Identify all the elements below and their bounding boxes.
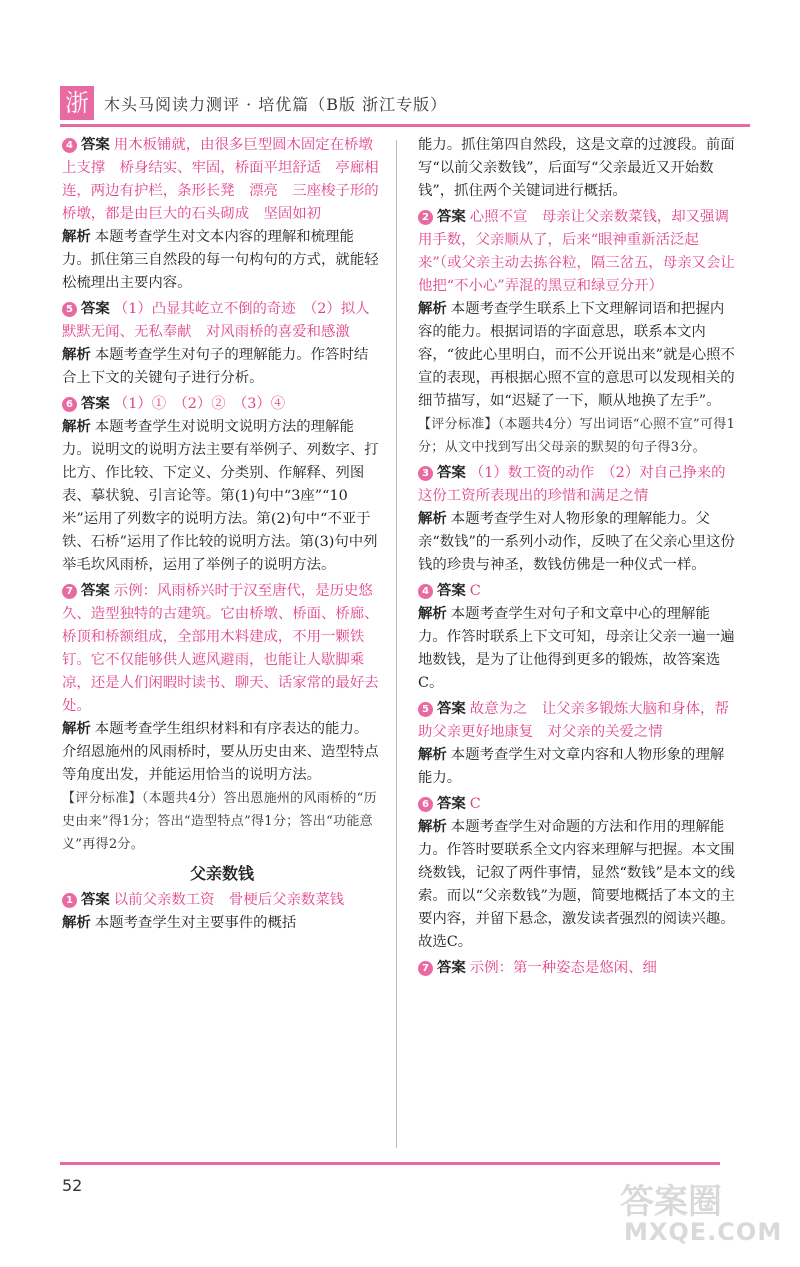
- answer-item: [62, 889, 382, 935]
- answer-line: [62, 393, 382, 416]
- analysis-line: [62, 912, 382, 935]
- analysis-line: [418, 603, 738, 695]
- section-title: 父亲数钱: [189, 864, 254, 883]
- analysis-tag: 解析: [418, 511, 447, 527]
- analysis-tag: 解析: [62, 721, 91, 737]
- analysis-tag: 解析: [62, 229, 91, 245]
- analysis-tag: 解析: [418, 747, 447, 763]
- answer-item: [62, 134, 382, 295]
- answer-item: [418, 957, 738, 980]
- answer-text: C: [469, 583, 481, 599]
- analysis-line: [62, 344, 382, 390]
- book-title: 木头马阅读力测评 · 培优篇（B版 浙江专版）: [104, 95, 448, 114]
- analysis-line: [418, 744, 738, 790]
- analysis-text: 本题考查学生对句子和文章中心的理解能力。作答时联系上下文可知，母亲让父亲一遍一遍地数钱，是为了让他得到更多的锻炼，故答案选C。: [418, 606, 735, 691]
- page-header: [60, 82, 750, 126]
- column-divider: [396, 140, 397, 1148]
- answer-line: [62, 298, 382, 344]
- answer-tag: 答案: [81, 301, 110, 317]
- header-rule: [60, 124, 750, 127]
- question-number: 6: [62, 397, 77, 412]
- answer-text: （1）凸显其屹立不倒的奇迹 （2）拟人 默默无闻、无私奉献 对风雨桥的喜爱和感激: [62, 301, 384, 340]
- answer-item: [62, 393, 382, 577]
- analysis-line: [418, 298, 738, 413]
- answer-line: [62, 134, 382, 226]
- answer-tag: 答案: [437, 209, 466, 225]
- answer-tag: 答案: [81, 892, 110, 908]
- question-number: 5: [418, 702, 433, 717]
- analysis-line: [62, 718, 382, 787]
- question-number: 4: [418, 584, 433, 599]
- answer-line: [418, 462, 738, 508]
- analysis-text: 本题考查学生对文本内容的理解和梳理能力。抓住第三自然段的每一句构句的方式，就能轻松梳理出主要内容。: [62, 229, 379, 291]
- analysis-line: [62, 416, 382, 577]
- question-number: 6: [418, 797, 433, 812]
- footer-rule: [60, 1162, 720, 1165]
- left-after-answer-list: [62, 889, 382, 935]
- analysis-text: 本题考查学生对命题的方法和作用的理解能力。作答时要联系全文内容来理解与把握。本文围绕数钱，记叙了两件事情，显然“数钱”是本文的线索。而以“父亲数钱”为题，简要地概括了本文的主要内容，并留下悬念，激发读者强烈的阅读兴趣。故选C。: [418, 819, 735, 950]
- answer-text: 示例：第一种姿态是悠闲、细: [469, 960, 657, 976]
- answer-text: （1）① （2）② （3）④: [113, 396, 286, 412]
- question-number: 5: [62, 302, 77, 317]
- answer-tag: 答案: [81, 137, 110, 153]
- analysis-text: 本题考查学生联系上下文理解词语和把握内容的能力。根据词语的字面意思，联系本文内容，“彼此心里明白，而不公开说出来”就是心照不宣的表现，再根据心照不宣的意思可以发现相关的细节描写，如“迟疑了一下，顺从地换了左手”。: [418, 301, 735, 409]
- left-column: [62, 134, 382, 938]
- scoring-note: 【评分标准】（本题共4分）答出恩施州的风雨桥的“历史由来”得1分；答出“造型特点”得1分；答出“功能意义”再得2分。: [62, 791, 377, 852]
- answer-line: [62, 580, 382, 718]
- question-number: 2: [418, 210, 433, 225]
- watermark-text: 答案圈: [620, 1182, 722, 1222]
- analysis-tag: 解析: [62, 915, 91, 931]
- analysis-tag: 解析: [418, 819, 447, 835]
- answer-tag: 答案: [437, 796, 466, 812]
- answer-tag: 答案: [437, 583, 466, 599]
- left-answer-list: [62, 134, 382, 856]
- analysis-line: [418, 816, 738, 954]
- answer-item: [418, 698, 738, 790]
- answer-line: [418, 580, 738, 603]
- answer-text: 心照不宣 母亲让父亲数菜钱，却又强调用手数，父亲顺从了，后来“眼神重新活泛起来”（或父亲主动去拣谷粒，隔三岔五，母亲又会让他把“不小心”弄混的黑豆和绿豆分开）: [418, 209, 735, 294]
- continued-analysis: 能力。抓住第四自然段，这是文章的过渡段。前面写“以前父亲数钱”，后面写“父亲最近又开始数钱”，抓住两个关键词进行概括。: [418, 137, 735, 199]
- answer-text: 示例：风雨桥兴时于汉至唐代，是历史悠久、造型独特的古建筑。它由桥墩、桥面、桥廊、桥顶和桥额组成，全部用木料建成，不用一颗铁钉。它不仅能够供人遮风避雨，也能让人歇脚乘凉，还是人们闲暇时读书、聊天、话家常的最好去处。: [62, 583, 379, 714]
- answer-item: [418, 580, 738, 695]
- question-number: 7: [62, 584, 77, 599]
- question-number: 3: [418, 466, 433, 481]
- analysis-line: [62, 226, 382, 295]
- series-logo: 浙: [60, 86, 94, 120]
- watermark-domain: MXQE.COM: [624, 1218, 783, 1246]
- analysis-tag: 解析: [62, 347, 91, 363]
- answer-text: 故意为之 让父亲多锻炼大脑和身体，帮助父亲更好地康复 对父亲的关爱之情: [418, 701, 729, 740]
- answer-item: [418, 462, 738, 577]
- analysis-text: 本题考查学生对句子的理解能力。作答时结合上下文的关键句子进行分析。: [62, 347, 369, 386]
- answer-tag: 答案: [437, 960, 466, 976]
- answer-tag: 答案: [437, 701, 466, 717]
- answer-line: [62, 889, 382, 912]
- answer-item: [62, 580, 382, 856]
- question-number: 7: [418, 961, 433, 976]
- analysis-tag: 解析: [418, 301, 447, 317]
- answer-line: [418, 698, 738, 744]
- analysis-text: 本题考查学生组织材料和有序表达的能力。介绍恩施州的风雨桥时，要从历史由来、造型特点等角度出发，并能运用恰当的说明方法。: [62, 721, 379, 783]
- analysis-tag: 解析: [418, 606, 447, 622]
- answer-tag: 答案: [81, 396, 110, 412]
- scoring-note: 【评分标准】（本题共4分）写出词语“心照不宣”可得1分；从文中找到写出父母亲的默契的句子得3分。: [418, 417, 736, 455]
- analysis-text: 本题考查学生对人物形象的理解能力。父亲“数钱”的一系列小动作，反映了在父亲心里这份钱的珍贵与神圣，数钱仿佛是一种仪式一样。: [418, 511, 735, 573]
- right-column: [418, 134, 738, 983]
- answer-line: [418, 957, 738, 980]
- answer-tag: 答案: [81, 583, 110, 599]
- answer-text: C: [469, 796, 481, 812]
- analysis-text: 本题考查学生对说明文说明方法的理解能力。说明文的说明方法主要有举例子、列数字、打比方、作比较、下定义、分类别、作解释、列图表、摹状貌、引言论等。第(1)句中“3座”“10米”运用了列数字的说明方法。第(2)句中“不亚于铁、石桥”运用了作比较的说明方法。第(3)句中列举毛坎风雨桥，运用了举例子的说明方法。: [62, 419, 379, 573]
- answer-text: （1）数工资的动作 （2）对自己挣来的这份工资所表现出的珍惜和满足之情: [418, 465, 726, 504]
- answer-line: [418, 206, 738, 298]
- analysis-line: [418, 508, 738, 577]
- page-number: 52: [62, 1176, 83, 1195]
- question-number: 4: [62, 138, 77, 153]
- analysis-text: 本题考查学生对文章内容和人物形象的理解能力。: [418, 747, 725, 786]
- analysis-tag: 解析: [62, 419, 91, 435]
- right-answer-list: [418, 206, 738, 980]
- answer-item: [62, 298, 382, 390]
- answer-text: 以前父亲数工资 骨梗后父亲数菜钱: [113, 892, 345, 908]
- answer-item: [418, 793, 738, 954]
- answer-item: [418, 206, 738, 459]
- answer-text: 用木板铺就，由很多巨型圆木固定在桥墩上支撑 桥身结实、牢固，桥面平坦舒适 亭廊相连，两边有护栏，条形长凳 漂亮 三座梭子形的桥墩，都是由巨大的石头砌成 坚固如初: [62, 137, 379, 222]
- question-number: 1: [62, 893, 77, 908]
- answer-tag: 答案: [437, 465, 466, 481]
- answer-line: [418, 793, 738, 816]
- analysis-text: 本题考查学生对主要事件的概括: [94, 915, 297, 931]
